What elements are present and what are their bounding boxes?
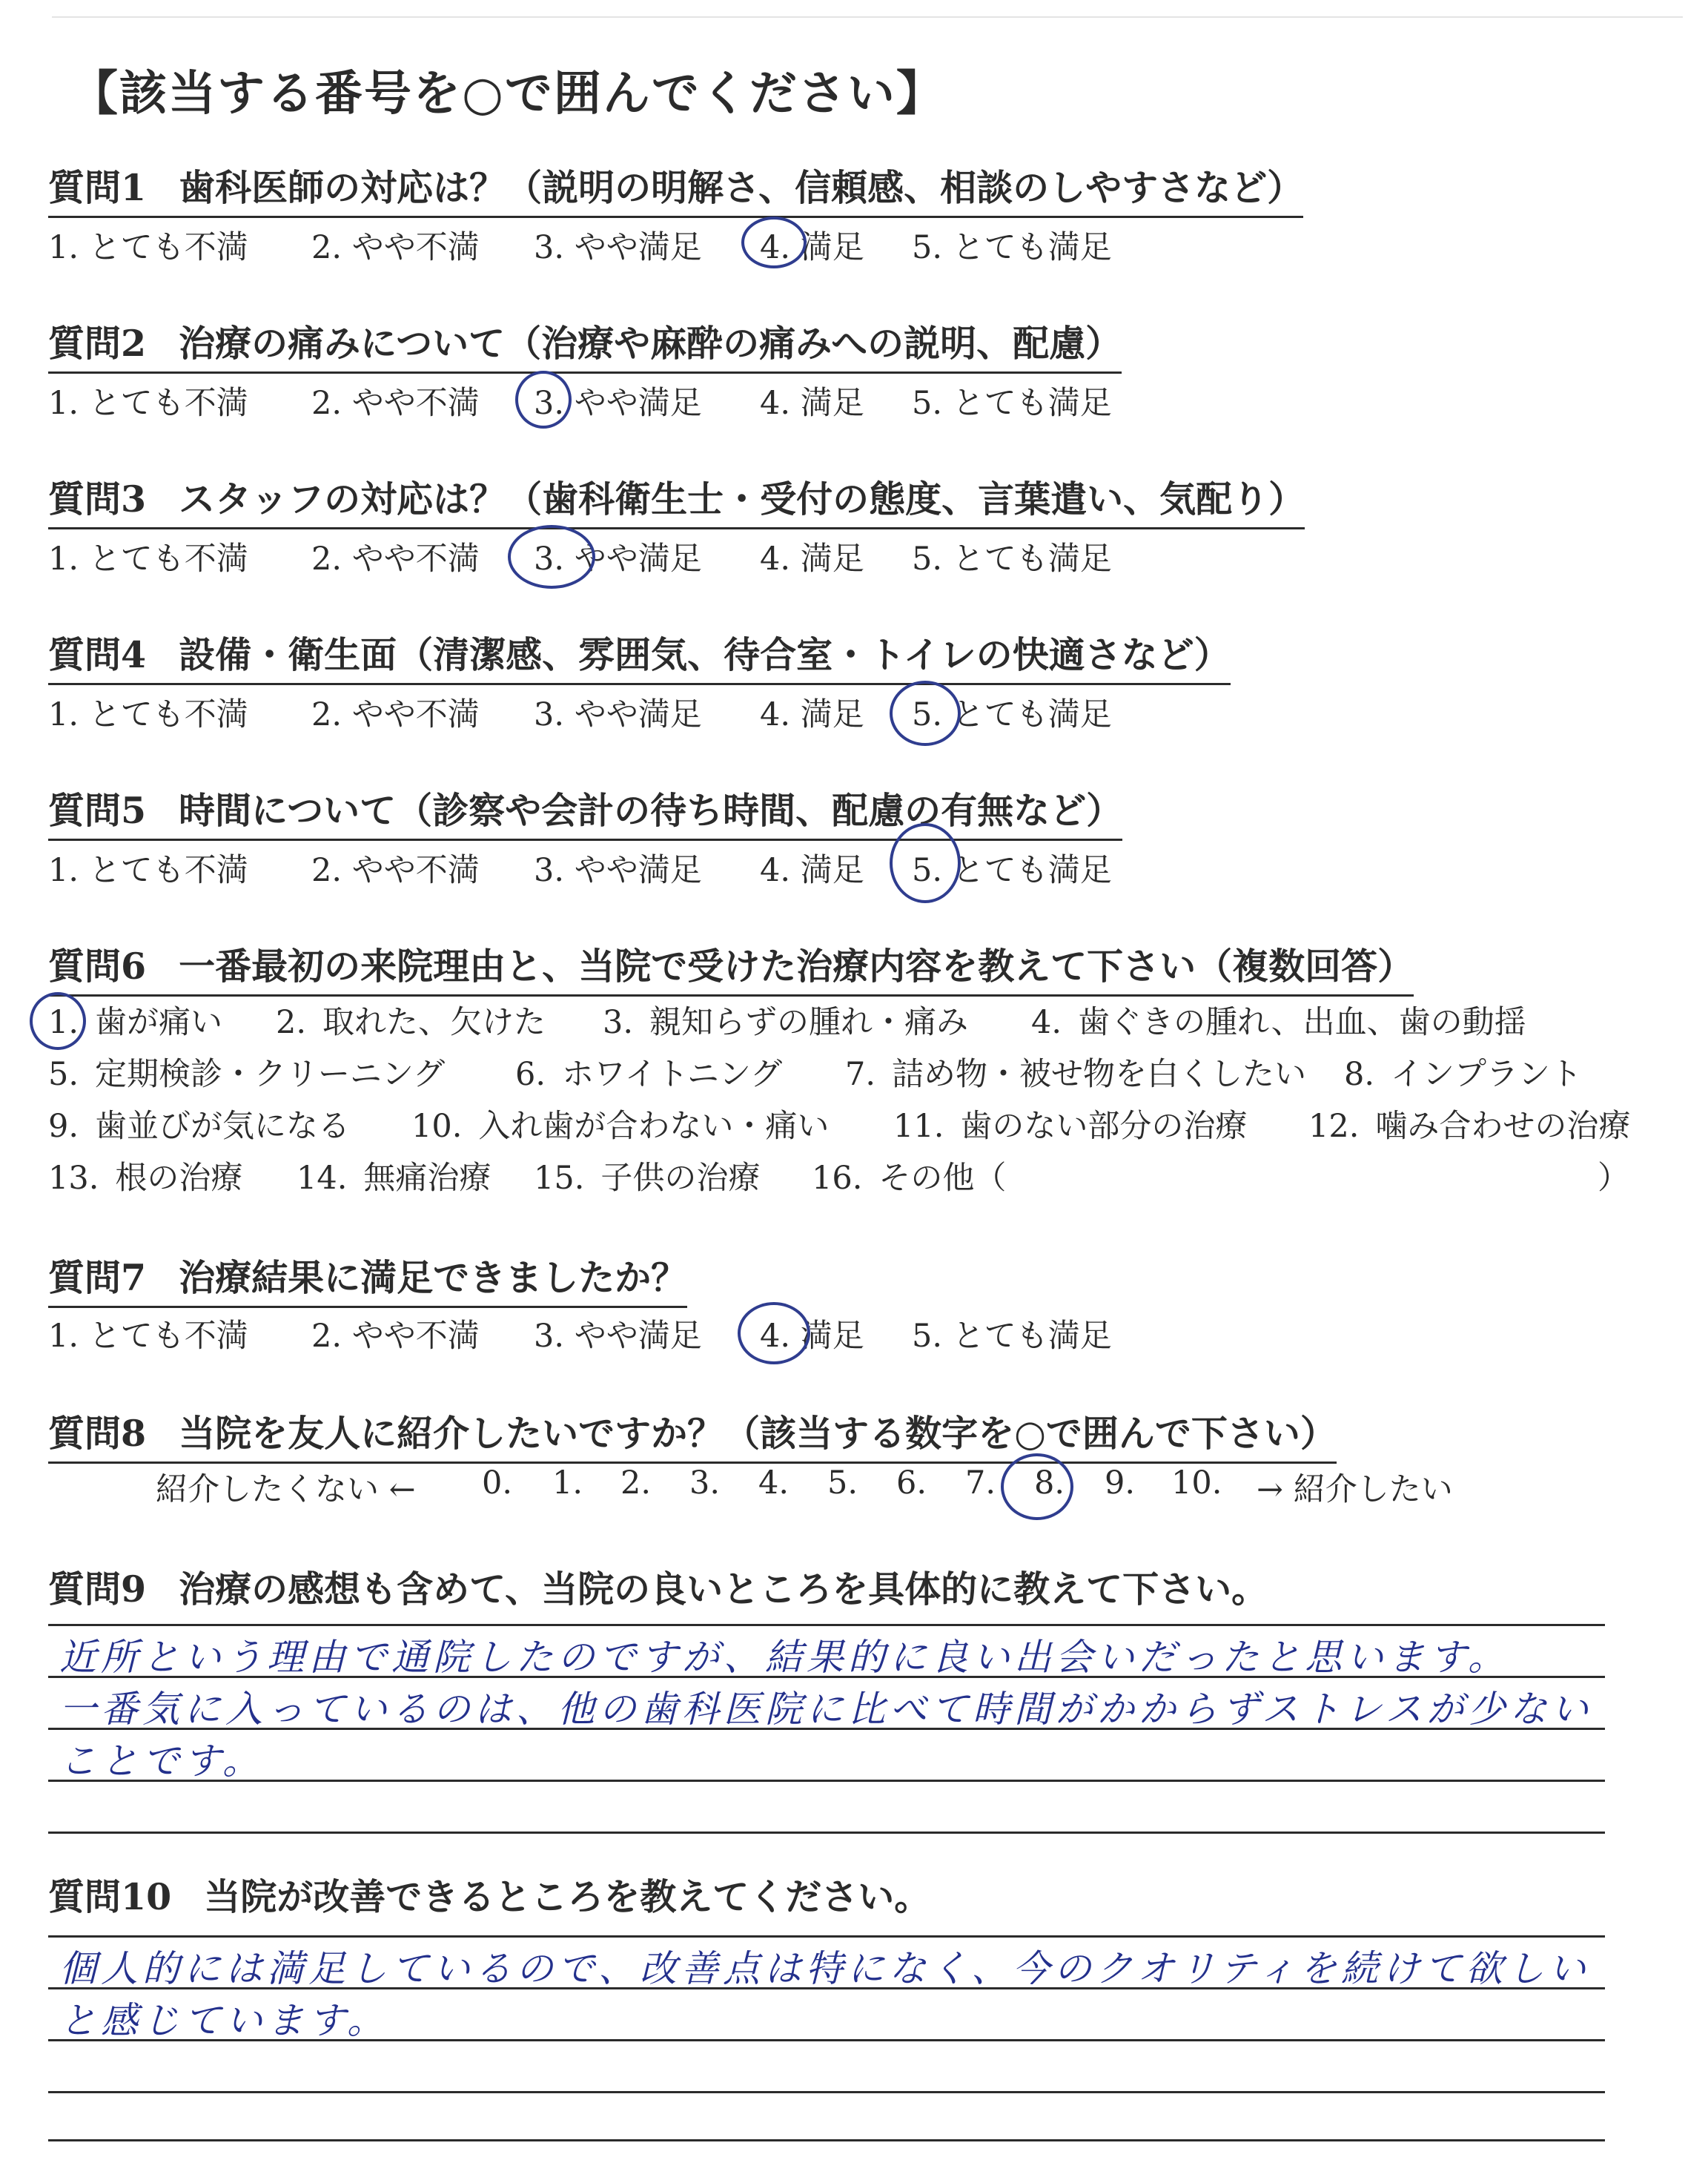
- option-3[interactable]: 3. やや満足: [534, 696, 702, 733]
- question-number: 質問5: [48, 789, 147, 832]
- scale-1[interactable]: 1.: [552, 1464, 583, 1502]
- q6-option-1[interactable]: 1. 歯が痛い: [48, 1004, 223, 1041]
- scale-right-label: → 紹介したい: [1257, 1471, 1453, 1508]
- question-10: [48, 1869, 930, 1925]
- handwritten-answer-line: 近所という理由で通院したのですが、結果的に良い出会いだったと思います。: [59, 1636, 1509, 1679]
- option-1[interactable]: 1. とても不満: [48, 1318, 248, 1355]
- selection-circle-q3: [508, 525, 595, 589]
- question-number: 質問8: [48, 1412, 147, 1455]
- option-1[interactable]: 1. とても不満: [48, 229, 248, 266]
- option-3[interactable]: 3. やや満足: [534, 541, 702, 578]
- top-rule: [52, 16, 1683, 18]
- q6-option-4[interactable]: 4. 歯ぐきの腫れ、出血、歯の動揺: [1031, 1004, 1526, 1041]
- option-2[interactable]: 2. やや不満: [311, 541, 480, 578]
- q6-other-close: ）: [1598, 1160, 1629, 1197]
- question-number: 質問3: [48, 478, 147, 521]
- option-4[interactable]: 4. 満足: [760, 229, 864, 266]
- option-1[interactable]: 1. とても不満: [48, 385, 248, 422]
- question-text: 時間について（診察や会計の待ち時間、配慮の有無など）: [179, 789, 1123, 832]
- handwritten-answer-line: ことです。: [59, 1740, 264, 1783]
- option-1[interactable]: 1. とても不満: [48, 852, 248, 889]
- option-2[interactable]: 2. やや不満: [311, 385, 480, 422]
- q6-option-2[interactable]: 2. 取れた、欠けた: [276, 1004, 546, 1041]
- question-1: [48, 159, 1303, 218]
- handwritten-answer-line: と感じています。: [59, 1999, 388, 2042]
- question-text: スタッフの対応は？（歯科衛生士・受付の態度、言葉遣い、気配り）: [179, 478, 1305, 521]
- option-5[interactable]: 5. とても満足: [912, 229, 1112, 266]
- option-5[interactable]: 5. とても満足: [912, 1318, 1112, 1355]
- q6-option-14[interactable]: 14. 無痛治療: [297, 1160, 491, 1197]
- question-number: 質問10: [48, 1875, 172, 1918]
- q6-option-11[interactable]: 11. 歯のない部分の治療: [893, 1108, 1248, 1145]
- selection-circle-q7: [738, 1302, 810, 1364]
- answer-line: [48, 1624, 1605, 1626]
- question-number: 質問4: [48, 633, 147, 676]
- option-3[interactable]: 3. やや満足: [534, 229, 702, 266]
- q6-option-15[interactable]: 15. 子供の治療: [534, 1160, 761, 1197]
- selection-circle-q8: [1001, 1453, 1073, 1520]
- option-3[interactable]: 3. やや満足: [534, 385, 702, 422]
- question-text: 設備・衛生面（清潔感、雰囲気、待合室・トイレの快適さなど）: [179, 633, 1231, 676]
- instruction-heading: 【該当する番号を○で囲んでください】: [70, 66, 945, 122]
- option-2[interactable]: 2. やや不満: [311, 229, 480, 266]
- answer-line: [48, 1780, 1605, 1782]
- question-text: 治療の感想も含めて、当院の良いところを具体的に教えて下さい。: [179, 1568, 1268, 1611]
- selection-circle-q2: [515, 371, 572, 429]
- option-1[interactable]: 1. とても不満: [48, 696, 248, 733]
- q6-option-6[interactable]: 6. ホワイトニング: [515, 1056, 783, 1093]
- question-9: [48, 1561, 1268, 1617]
- option-4[interactable]: 4. 満足: [760, 852, 864, 889]
- question-3: [48, 471, 1305, 529]
- question-number: 質問6: [48, 945, 147, 988]
- option-1[interactable]: 1. とても不満: [48, 541, 248, 578]
- question-7: [48, 1249, 687, 1308]
- scale-9[interactable]: 9.: [1105, 1464, 1136, 1502]
- question-text: 一番最初の来院理由と、当院で受けた治療内容を教えて下さい（複数回答）: [179, 945, 1414, 988]
- question-2: [48, 315, 1122, 374]
- question-text: 当院を友人に紹介したいですか？（該当する数字を○で囲んで下さい）: [179, 1412, 1337, 1455]
- option-5[interactable]: 5. とても満足: [912, 696, 1112, 733]
- option-3[interactable]: 3. やや満足: [534, 852, 702, 889]
- answer-line: [48, 2139, 1605, 2141]
- question-4: [48, 627, 1231, 685]
- question-6: [48, 938, 1414, 997]
- option-2[interactable]: 2. やや不満: [311, 1318, 480, 1355]
- scale-8[interactable]: 8.: [1034, 1464, 1065, 1502]
- question-text: 治療の痛みについて（治療や麻酔の痛みへの説明、配慮）: [179, 322, 1122, 365]
- selection-circle-q4: [890, 681, 961, 746]
- question-8: [48, 1405, 1337, 1464]
- option-4[interactable]: 4. 満足: [760, 1318, 864, 1355]
- q6-option-9[interactable]: 9. 歯並びが気になる: [48, 1108, 351, 1145]
- q6-option-12[interactable]: 12. 噛み合わせの治療: [1308, 1108, 1631, 1145]
- question-5: [48, 782, 1122, 841]
- q6-option-10[interactable]: 10. 入れ歯が合わない・痛い: [411, 1108, 830, 1145]
- q6-option-16[interactable]: 16. その他（: [812, 1160, 1007, 1197]
- selection-circle-q5: [890, 823, 961, 903]
- selection-circle-q6: [30, 992, 86, 1050]
- scale-left-label: 紹介したくない ←: [156, 1471, 416, 1508]
- scale-10[interactable]: 10.: [1171, 1464, 1222, 1502]
- q6-option-3[interactable]: 3. 親知らずの腫れ・痛み: [603, 1004, 969, 1041]
- scale-6[interactable]: 6.: [896, 1464, 927, 1502]
- scale-3[interactable]: 3.: [689, 1464, 721, 1502]
- question-text: 歯科医師の対応は？（説明の明解さ、信頼感、相談のしやすさなど）: [179, 166, 1304, 209]
- option-2[interactable]: 2. やや不満: [311, 696, 480, 733]
- answer-line: [48, 1935, 1605, 1938]
- scale-4[interactable]: 4.: [758, 1464, 790, 1502]
- option-5[interactable]: 5. とても満足: [912, 852, 1112, 889]
- option-2[interactable]: 2. やや不満: [311, 852, 480, 889]
- option-5[interactable]: 5. とても満足: [912, 541, 1112, 578]
- question-number: 質問7: [48, 1256, 147, 1299]
- q6-option-8[interactable]: 8. インプラント: [1344, 1056, 1583, 1093]
- scale-5[interactable]: 5.: [827, 1464, 858, 1502]
- option-4[interactable]: 4. 満足: [760, 385, 864, 422]
- question-text: 治療結果に満足できましたか？: [179, 1256, 688, 1299]
- answer-line: [48, 2091, 1605, 2093]
- scale-0[interactable]: 0.: [482, 1464, 513, 1502]
- option-5[interactable]: 5. とても満足: [912, 385, 1112, 422]
- handwritten-answer-line: 個人的には満足しているので、改善点は特になく、今のクオリティを続けて欲しい: [59, 1947, 1590, 1990]
- question-number: 質問1: [48, 166, 147, 209]
- handwritten-answer-line: 一番気に入っているのは、他の歯科医院に比べて時間がかからずストレスが少ない: [59, 1688, 1593, 1731]
- q6-option-5[interactable]: 5. 定期検診・クリーニング: [48, 1056, 446, 1093]
- option-4[interactable]: 4. 満足: [760, 541, 864, 578]
- question-number: 質問2: [48, 322, 147, 365]
- option-4[interactable]: 4. 満足: [760, 696, 864, 733]
- question-number: 質問9: [48, 1568, 147, 1611]
- q6-option-13[interactable]: 13. 根の治療: [48, 1160, 243, 1197]
- question-text: 当院が改善できるところを教えてください。: [204, 1875, 931, 1918]
- answer-line: [48, 1832, 1605, 1834]
- option-3[interactable]: 3. やや満足: [534, 1318, 702, 1355]
- scale-7[interactable]: 7.: [965, 1464, 996, 1502]
- scale-2[interactable]: 2.: [620, 1464, 652, 1502]
- q6-option-7[interactable]: 7. 詰め物・被せ物を白くしたい: [845, 1056, 1307, 1093]
- selection-circle-q1: [741, 217, 807, 268]
